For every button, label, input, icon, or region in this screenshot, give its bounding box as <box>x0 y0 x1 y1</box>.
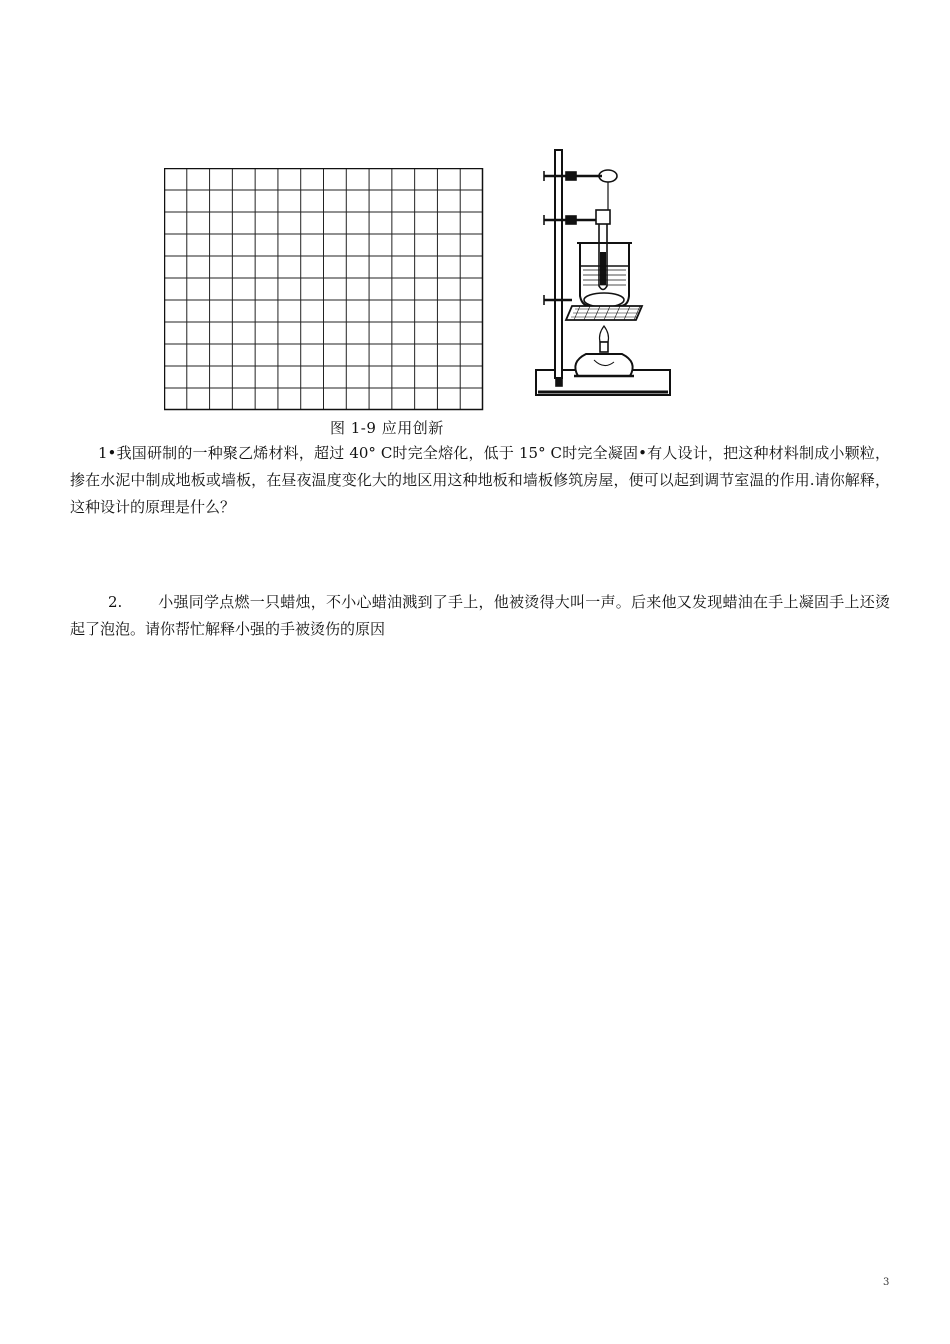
heating-apparatus-illustration <box>530 148 675 412</box>
question-2 <box>70 589 890 643</box>
question-1 <box>70 440 890 521</box>
question-2-number: 2. <box>108 593 123 611</box>
figure-caption: 图 1-9 应用创新 <box>330 419 444 437</box>
question-1-text: 1•我国研制的一种聚乙烯材料，超过 40° C时完全熔化，低于 15° C时完全凝固•有人设计，把这种材料制成小颗粒，掺在水泥中制成地板或墙板，在昼夜温度变化大的地区用这种地板和墙板修筑房屋，便可以起到调节室温的作用.请你解释，这种设计的原理是什么？ <box>70 444 890 516</box>
question-2-text: 小强同学点燃一只蜡烛，不小心蜡油溅到了手上，他被烫得大叫一声。后来他又发现蜡油在手上凝固手上还烫起了泡泡。请你帮忙解释小强的手被烫伤的原因 <box>70 593 890 638</box>
page-number: 3 <box>883 1277 890 1288</box>
blank-graph-grid <box>164 168 484 415</box>
